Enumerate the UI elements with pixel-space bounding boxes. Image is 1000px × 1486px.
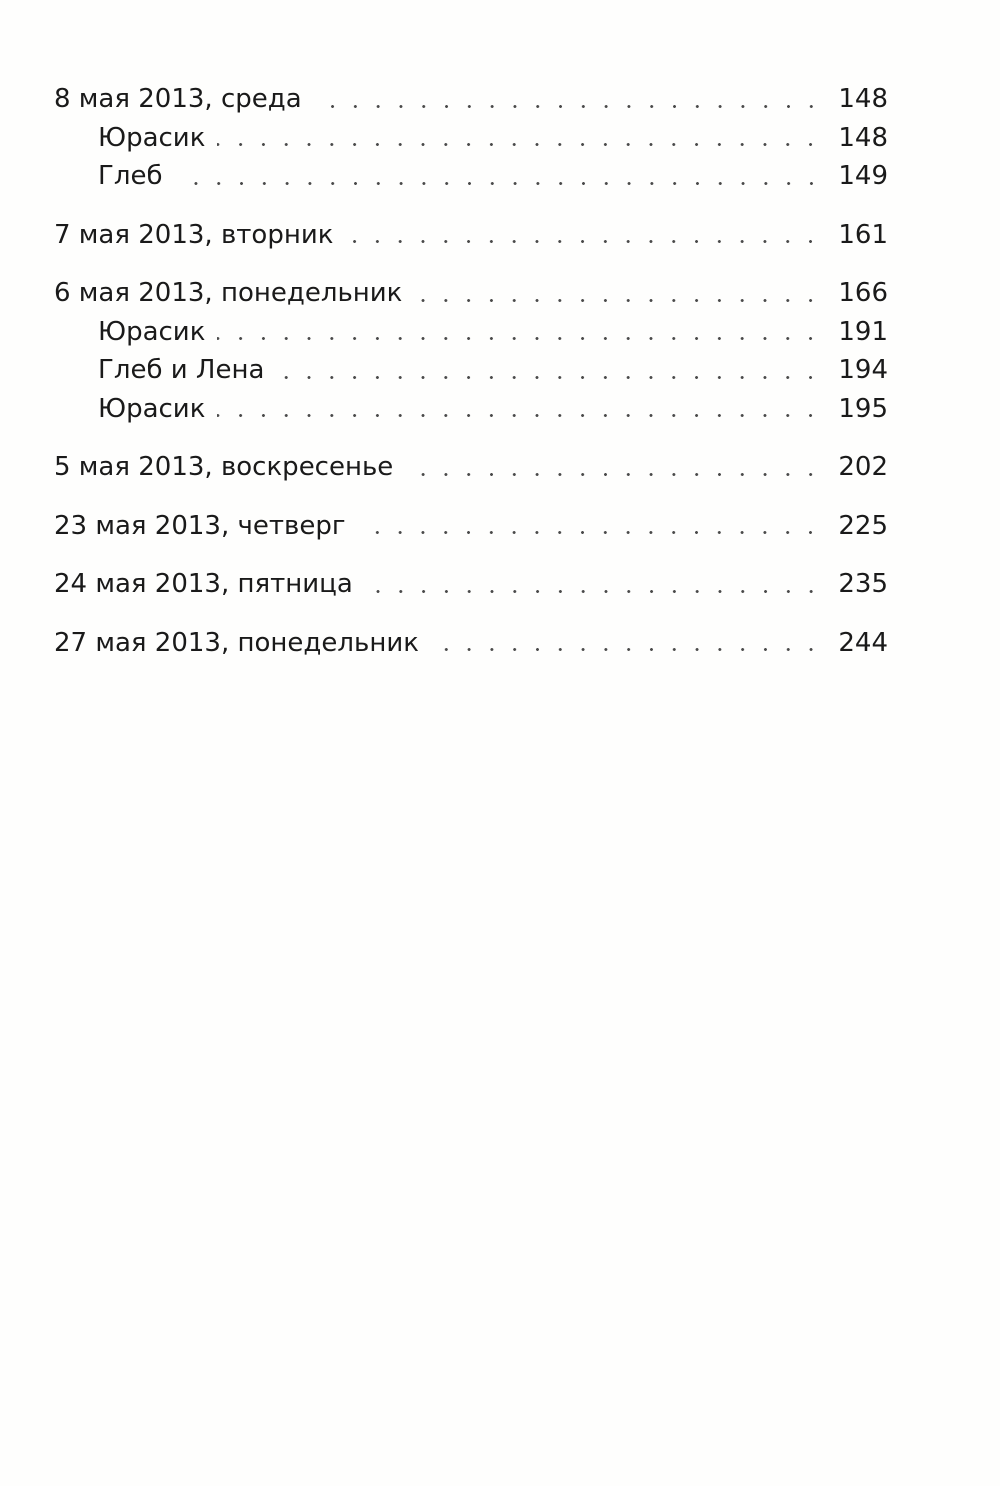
- toc-entry: [54, 448, 888, 487]
- dot-leader: [431, 648, 822, 651]
- dot-leader: [365, 590, 823, 593]
- toc-entry-title: 24 мая 2013, пятница: [54, 569, 353, 599]
- toc-group: [54, 216, 888, 255]
- dot-leader: [217, 143, 822, 146]
- toc-group: [54, 624, 888, 663]
- toc-entry-page: 166: [838, 278, 888, 308]
- toc-entry-page: 161: [838, 219, 888, 250]
- toc-subentry-title: Юрасик: [98, 122, 206, 153]
- table-of-contents: [54, 80, 888, 682]
- toc-entry: [54, 274, 888, 313]
- toc-subentry-page: 194: [838, 355, 888, 385]
- toc-entry-page: 244: [838, 627, 888, 658]
- dot-leader: [314, 105, 823, 108]
- toc-group: [54, 507, 888, 546]
- dot-leader: [217, 337, 822, 340]
- dot-leader: [405, 473, 822, 476]
- toc-subentry-title: Глеб и Лена: [98, 355, 265, 385]
- toc-entry-title: 7 мая 2013, вторник: [54, 219, 334, 250]
- toc-group: [54, 274, 888, 428]
- toc-entry-title: 6 мая 2013, понедельник: [54, 278, 403, 308]
- dot-leader: [345, 240, 822, 243]
- dot-leader: [357, 531, 822, 534]
- toc-subentry: [54, 157, 888, 196]
- toc-subentry-title: Глеб: [98, 161, 163, 191]
- dot-leader: [175, 182, 823, 185]
- toc-subentry: [54, 313, 888, 352]
- toc-entry: [54, 624, 888, 663]
- dot-leader: [276, 376, 822, 379]
- toc-entry-page: 225: [838, 510, 888, 541]
- toc-subentry-page: 195: [838, 393, 888, 424]
- toc-subentry-page: 148: [838, 122, 888, 153]
- dot-leader: [414, 299, 822, 302]
- toc-entry-title: 8 мая 2013, среда: [54, 84, 302, 114]
- toc-subentry-title: Юрасик: [98, 393, 206, 424]
- toc-group: [54, 565, 888, 604]
- toc-subentry: [54, 351, 888, 390]
- toc-group: [54, 80, 888, 196]
- toc-entry-page: 148: [838, 84, 888, 114]
- toc-subentry-page: 149: [838, 161, 888, 191]
- toc-subentry-page: 191: [838, 316, 888, 347]
- toc-entry-page: 235: [838, 569, 888, 599]
- toc-entry-title: 5 мая 2013, воскресенье: [54, 452, 394, 482]
- toc-entry: [54, 80, 888, 119]
- toc-entry: [54, 565, 888, 604]
- toc-subentry: [54, 390, 888, 429]
- dot-leader: [217, 414, 822, 417]
- toc-group: [54, 448, 888, 487]
- toc-entry: [54, 216, 888, 255]
- toc-entry-title: 27 мая 2013, понедельник: [54, 627, 419, 658]
- toc-entry-title: 23 мая 2013, четверг: [54, 510, 346, 541]
- toc-subentry-title: Юрасик: [98, 316, 206, 347]
- toc-entry-page: 202: [838, 452, 888, 482]
- toc-subentry: [54, 119, 888, 158]
- toc-entry: [54, 507, 888, 546]
